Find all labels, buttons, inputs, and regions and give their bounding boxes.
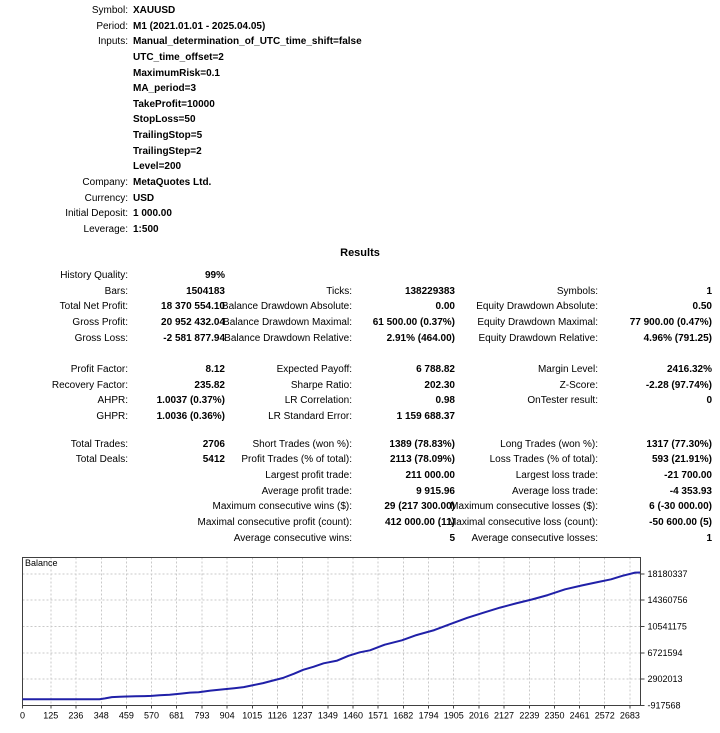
header-value: 1:500 — [133, 223, 159, 235]
header-label: Symbol: — [91, 5, 128, 16]
result-label: Maximal consecutive profit (count): — [197, 516, 352, 528]
header-label: Inputs: — [97, 36, 128, 48]
result-label: Gross Loss: — [74, 332, 128, 344]
result-value: 29 (217 300.00) — [384, 501, 455, 513]
result-value: 1 — [706, 532, 712, 544]
x-tick-label: 570 — [144, 710, 160, 721]
plot-border — [23, 558, 641, 706]
result-value: 1.0036 (0.36%) — [156, 411, 225, 423]
x-tick-label: 0 — [19, 710, 26, 721]
header-value: USD — [133, 192, 155, 204]
result-label: Average consecutive losses: — [471, 532, 598, 544]
y-tick-label: 6721594 — [647, 647, 683, 658]
result-value: 6 (-30 000.00) — [649, 501, 712, 513]
result-value: 593 (21.91%) — [651, 454, 712, 466]
result-label: Maximal consecutive loss (count): — [447, 516, 598, 528]
header-value: Manual_determination_of_UTC_time_shift=false — [133, 36, 362, 48]
header-value: Level=200 — [133, 161, 182, 173]
y-tick-label: -917568 — [647, 700, 681, 711]
result-label: Long Trades (won %): — [500, 438, 598, 450]
result-label: Largest profit trade: — [265, 470, 352, 482]
result-label: Total Net Profit: — [59, 301, 128, 313]
header-row — [4, 81, 712, 97]
y-axis-labels — [648, 569, 688, 711]
result-value: 99% — [204, 270, 225, 281]
result-value: 1389 (78.83%) — [389, 438, 455, 450]
results-row — [4, 531, 712, 547]
result-value: 1504183 — [186, 285, 225, 297]
header-row — [4, 19, 712, 35]
result-value: -2 581 877.94 — [163, 332, 225, 344]
result-label: Short Trades (won %): — [252, 438, 352, 450]
result-label: LR Standard Error: — [268, 411, 352, 423]
x-tick-label: 459 — [118, 710, 134, 721]
result-label: Equity Drawdown Absolute: — [476, 301, 598, 313]
results-table — [4, 268, 712, 546]
header-label: Initial Deposit: — [65, 208, 128, 220]
result-label: Z-Score: — [559, 379, 598, 391]
result-value: -2.28 (97.74%) — [645, 379, 712, 391]
result-value: 1 159 688.37 — [396, 411, 455, 423]
chart-legend-balance: Balance — [25, 558, 58, 568]
result-label: OnTester result: — [527, 395, 598, 407]
header-value: UTC_time_offset=2 — [133, 51, 224, 63]
header-label: Currency: — [84, 192, 128, 204]
result-value: 9 915.96 — [416, 485, 455, 497]
x-tick-label: 681 — [169, 710, 185, 721]
x-tick-label: 1794 — [418, 710, 439, 721]
x-tick-label: 2461 — [569, 710, 590, 721]
results-row — [4, 331, 712, 347]
result-label: Recovery Factor: — [51, 379, 128, 391]
header-row — [4, 3, 712, 19]
result-label: Total Trades: — [70, 438, 128, 450]
header-label: Period: — [96, 20, 128, 32]
header-value: MaximumRisk=0.1 — [133, 67, 220, 79]
y-tick-label: 18180337 — [647, 568, 688, 579]
result-label: Gross Profit: — [72, 316, 128, 328]
header-value: TakeProfit=10000 — [133, 98, 215, 110]
header-row — [4, 175, 712, 191]
result-label: Equity Drawdown Maximal: — [477, 316, 598, 328]
x-tick-label: 236 — [68, 710, 84, 721]
x-tick-label: 1349 — [317, 710, 338, 721]
balance-line — [23, 573, 641, 700]
header-value: M1 (2021.01.01 - 2025.04.05) — [133, 20, 266, 32]
report-header — [4, 3, 712, 238]
result-label: Equity Drawdown Relative: — [478, 332, 598, 344]
result-label: Maximum consecutive wins ($): — [212, 501, 352, 513]
result-label: Symbols: — [556, 285, 598, 297]
result-value: 211 000.00 — [405, 470, 455, 482]
results-group — [4, 268, 712, 346]
result-value: 0.98 — [435, 395, 455, 407]
y-tick-label: 14360756 — [647, 595, 688, 606]
results-row — [4, 378, 712, 394]
result-value: 4.96% (791.25) — [643, 332, 712, 344]
result-value: 0 — [706, 395, 712, 407]
results-row — [4, 284, 712, 300]
result-value: 235.82 — [194, 379, 225, 391]
x-tick-label: 1015 — [242, 710, 263, 721]
result-value: 138229383 — [404, 285, 455, 297]
results-title: Results — [340, 247, 380, 259]
result-value: 2113 (78.09%) — [389, 454, 455, 466]
x-tick-label: 2239 — [519, 710, 540, 721]
x-tick-label: 1237 — [292, 710, 313, 721]
result-value: 202.30 — [424, 379, 455, 391]
results-row — [4, 499, 712, 515]
result-label: Average consecutive wins: — [233, 532, 352, 544]
x-tick-label: 2683 — [619, 710, 640, 721]
header-label: Company: — [82, 177, 128, 189]
results-row — [4, 468, 712, 484]
result-label: Average profit trade: — [261, 485, 352, 497]
header-row — [4, 34, 712, 50]
results-row — [4, 393, 712, 409]
result-label: History Quality: — [60, 270, 128, 281]
x-tick-label: 904 — [219, 710, 235, 721]
result-value: 0.50 — [692, 301, 712, 313]
y-tick-label: 2902013 — [647, 674, 683, 685]
result-value: 1317 (77.30%) — [646, 438, 712, 450]
results-row — [4, 362, 712, 378]
result-value: 77 900.00 (0.47%) — [629, 316, 712, 328]
results-row — [4, 452, 712, 468]
result-label: Loss Trades (% of total): — [489, 454, 598, 466]
header-value: MA_period=3 — [133, 83, 197, 95]
results-row — [4, 437, 712, 453]
results-group — [4, 437, 712, 546]
result-label: Expected Payoff: — [276, 364, 352, 376]
result-value: 20 952 432.04 — [161, 316, 225, 328]
result-label: Average loss trade: — [512, 485, 598, 497]
result-value: 6 788.82 — [416, 364, 455, 376]
x-tick-label: 125 — [43, 710, 59, 721]
results-row — [4, 515, 712, 531]
result-label: AHPR: — [97, 395, 128, 407]
results-group — [4, 362, 712, 425]
result-label: Maximum consecutive losses ($): — [450, 501, 598, 513]
result-value: 2.91% (464.00) — [386, 332, 455, 344]
x-tick-label: 2016 — [468, 710, 489, 721]
result-value: 8.12 — [205, 364, 225, 376]
x-tick-label: 348 — [93, 710, 109, 721]
result-value: 18 370 554.10 — [161, 301, 225, 313]
x-axis-labels — [20, 711, 640, 721]
header-value: StopLoss=50 — [133, 114, 196, 126]
result-value: -4 353.93 — [669, 485, 712, 497]
results-row — [4, 299, 712, 315]
results-row — [4, 268, 712, 284]
x-tick-label: 1905 — [443, 710, 464, 721]
result-value: 5412 — [202, 454, 225, 466]
results-row — [4, 484, 712, 500]
result-label: Profit Factor: — [70, 364, 128, 376]
result-label: Margin Level: — [537, 364, 598, 376]
header-value: XAUUSD — [133, 5, 176, 16]
header-row — [4, 112, 712, 128]
x-tick-label: 2572 — [594, 710, 615, 721]
result-label: Ticks: — [326, 285, 352, 297]
header-row — [4, 206, 712, 222]
result-value: 0.00 — [435, 301, 455, 313]
results-row — [4, 315, 712, 331]
x-tick-label: 1126 — [267, 710, 288, 721]
results-row — [4, 409, 712, 425]
header-row — [4, 50, 712, 66]
header-row — [4, 222, 712, 238]
result-label: Balance Drawdown Maximal: — [223, 316, 352, 328]
result-label: Balance Drawdown Absolute: — [221, 301, 352, 313]
result-value: 412 000.00 (11) — [384, 516, 455, 528]
result-label: Bars: — [104, 285, 128, 297]
result-label: Total Deals: — [75, 454, 128, 466]
balance-chart — [14, 549, 720, 731]
x-tick-label: 2127 — [493, 710, 515, 721]
result-label: Largest loss trade: — [515, 470, 598, 482]
result-label: LR Correlation: — [284, 395, 352, 407]
header-row — [4, 66, 712, 82]
header-row — [4, 144, 712, 160]
result-value: 5 — [449, 532, 455, 544]
result-value: 2416.32% — [666, 364, 712, 376]
result-value: 1.0037 (0.37%) — [156, 395, 225, 407]
header-label: Leverage: — [83, 223, 128, 235]
result-label: Balance Drawdown Relative: — [224, 332, 352, 344]
y-tick-label: 10541175 — [647, 621, 687, 632]
result-label: GHPR: — [96, 411, 128, 423]
result-value: 1 — [706, 285, 712, 297]
grid-lines — [23, 558, 641, 706]
x-tick-label: 1460 — [342, 710, 364, 721]
x-tick-label: 1571 — [368, 710, 389, 721]
balance-chart-svg — [14, 549, 720, 731]
header-value: TrailingStep=2 — [133, 145, 202, 157]
result-value: -21 700.00 — [664, 470, 712, 482]
result-value: 61 500.00 (0.37%) — [372, 316, 455, 328]
x-tick-label: 793 — [194, 710, 210, 721]
result-value: -50 600.00 (5) — [649, 516, 712, 528]
x-tick-label: 2350 — [544, 710, 565, 721]
result-label: Sharpe Ratio: — [290, 379, 352, 391]
header-value: 1 000.00 — [133, 208, 172, 220]
header-row — [4, 128, 712, 144]
result-value: 2706 — [202, 438, 225, 450]
header-value: TrailingStop=5 — [133, 130, 203, 142]
x-tick-label: 1682 — [393, 710, 414, 721]
header-row — [4, 191, 712, 207]
header-row — [4, 159, 712, 175]
header-value: MetaQuotes Ltd. — [133, 177, 212, 189]
header-row — [4, 97, 712, 113]
result-label: Profit Trades (% of total): — [241, 454, 352, 466]
